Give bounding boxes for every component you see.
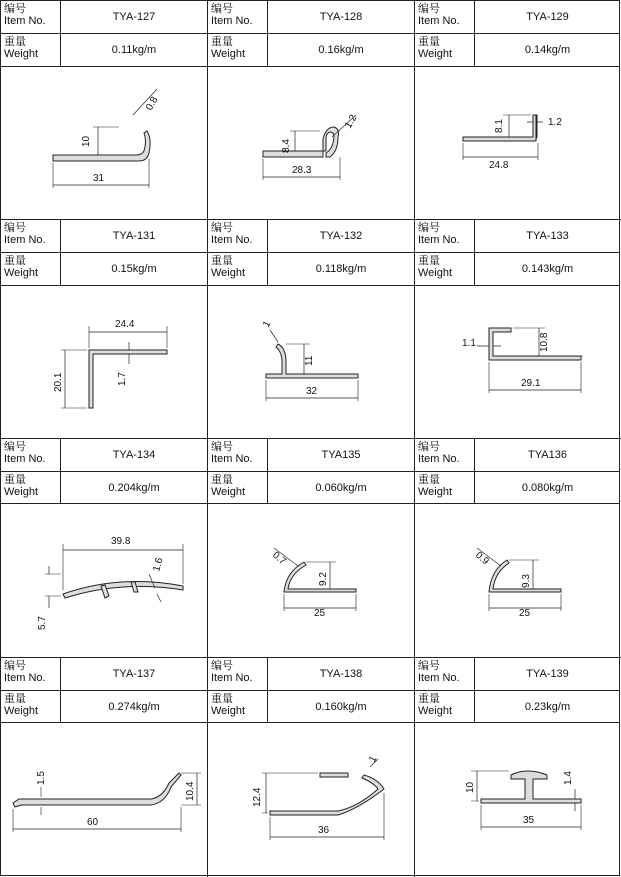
profile-drawing-tya-139 bbox=[415, 723, 621, 877]
dim-line-thickness bbox=[149, 574, 161, 602]
profile-shape bbox=[63, 582, 183, 599]
weight-label-en: Weight bbox=[418, 48, 453, 60]
item-no-label bbox=[415, 220, 475, 253]
profile-svg bbox=[415, 504, 620, 657]
weight-label-en: Weight bbox=[4, 486, 39, 498]
profile-drawing-tya-134 bbox=[1, 504, 208, 658]
item-no-label-cn: 编号 bbox=[418, 222, 440, 234]
weight-label-cn: 重量 bbox=[418, 36, 440, 48]
weight-value: 0.23kg/m bbox=[475, 691, 620, 723]
item-no-label-en: Item No. bbox=[418, 15, 460, 27]
profile-drawing-tya-128 bbox=[208, 67, 415, 220]
dim-label: 28.3 bbox=[292, 165, 312, 176]
item-no-value: TYA-128 bbox=[268, 1, 415, 34]
item-no-label-en: Item No. bbox=[211, 15, 253, 27]
item-no-label-cn: 编号 bbox=[4, 441, 26, 453]
dim-label: 8.1 bbox=[494, 119, 505, 133]
item-no-label bbox=[415, 439, 475, 472]
item-no-label bbox=[1, 658, 61, 691]
weight-label-en: Weight bbox=[4, 48, 39, 60]
profile-svg bbox=[208, 723, 414, 876]
weight-value: 0.143kg/m bbox=[475, 253, 620, 286]
profile-shape bbox=[270, 775, 384, 815]
profile-drawing-tya-137 bbox=[1, 723, 208, 877]
profile-drawing-tya-133 bbox=[415, 286, 621, 439]
profile-drawing-tya-131 bbox=[1, 286, 208, 439]
item-no-value: TYA-132 bbox=[268, 220, 415, 253]
dim-label: 1.6 bbox=[151, 556, 166, 573]
weight-label-en: Weight bbox=[418, 267, 453, 279]
profile-svg bbox=[208, 67, 414, 219]
dim-label: 11 bbox=[304, 355, 315, 366]
item-no-label-en: Item No. bbox=[211, 672, 253, 684]
profile-svg bbox=[1, 504, 207, 657]
weight-value: 0.16kg/m bbox=[268, 34, 415, 67]
weight-label-cn: 重量 bbox=[4, 36, 26, 48]
profile-drawing-tya-129 bbox=[415, 67, 621, 220]
item-no-value: TYA136 bbox=[475, 439, 620, 472]
weight-label bbox=[1, 691, 61, 723]
item-no-label bbox=[415, 658, 475, 691]
item-no-label-en: Item No. bbox=[4, 234, 46, 246]
weight-label bbox=[208, 472, 268, 504]
dim-label: 35 bbox=[523, 815, 535, 826]
dim-label: 10 bbox=[81, 135, 92, 147]
weight-value: 0.274kg/m bbox=[61, 691, 208, 723]
dim-label: 39.8 bbox=[111, 536, 131, 547]
item-no-label-en: Item No. bbox=[418, 234, 460, 246]
item-no-label bbox=[1, 1, 61, 34]
item-no-label-cn: 编号 bbox=[4, 660, 26, 672]
dim-label: 29.1 bbox=[521, 378, 541, 389]
profile-shape bbox=[53, 131, 150, 161]
profile-shape bbox=[489, 328, 581, 360]
extension-lines bbox=[463, 143, 538, 160]
dim-label: 1.5 bbox=[36, 771, 47, 785]
weight-value: 0.11kg/m bbox=[61, 34, 208, 67]
profile-shape bbox=[263, 127, 339, 157]
extension-lines bbox=[45, 574, 61, 596]
dim-label: 1 bbox=[261, 319, 274, 330]
item-no-label-en: Item No. bbox=[4, 15, 46, 27]
weight-label bbox=[415, 34, 475, 67]
profile-svg bbox=[415, 723, 620, 876]
weight-label-cn: 重量 bbox=[211, 255, 233, 267]
dim-label: 1.1 bbox=[462, 338, 476, 349]
dim-label: 0.9 bbox=[473, 549, 491, 568]
weight-label bbox=[1, 34, 61, 67]
dim-label: 32 bbox=[306, 386, 318, 397]
dim-label: 1.7 bbox=[117, 372, 128, 386]
weight-label-en: Weight bbox=[418, 705, 453, 717]
profile-drawing-tya-132 bbox=[208, 286, 415, 439]
profile-drawing-tya-138 bbox=[208, 723, 415, 877]
item-no-label bbox=[208, 220, 268, 253]
weight-label-en: Weight bbox=[211, 48, 246, 60]
extension-lines bbox=[93, 127, 119, 155]
profile-svg bbox=[415, 286, 620, 438]
item-no-label-cn: 编号 bbox=[4, 3, 26, 15]
dim-label: 5.7 bbox=[37, 616, 48, 630]
dim-label: 25 bbox=[519, 608, 531, 619]
item-no-value: TYA-133 bbox=[475, 220, 620, 253]
profile-svg bbox=[415, 67, 620, 219]
dim-label: 36 bbox=[318, 825, 330, 836]
profile-svg bbox=[208, 286, 414, 438]
weight-label-cn: 重量 bbox=[211, 474, 233, 486]
dim-label: 1.2 bbox=[343, 112, 360, 131]
weight-label bbox=[208, 34, 268, 67]
item-no-label-cn: 编号 bbox=[211, 222, 233, 234]
item-no-label bbox=[1, 220, 61, 253]
weight-label-en: Weight bbox=[211, 486, 246, 498]
profile-drawing-tya136 bbox=[415, 504, 621, 658]
weight-value: 0.14kg/m bbox=[475, 34, 620, 67]
profile-drawing-tya135 bbox=[208, 504, 415, 658]
dim-label: 1 bbox=[367, 754, 380, 765]
dim-label: 10.4 bbox=[185, 781, 196, 801]
weight-label-cn: 重量 bbox=[4, 474, 26, 486]
dim-label: 10.8 bbox=[539, 332, 550, 352]
item-no-label bbox=[208, 658, 268, 691]
weight-label-en: Weight bbox=[4, 267, 39, 279]
weight-label-cn: 重量 bbox=[211, 693, 233, 705]
item-no-value: TYA-129 bbox=[475, 1, 620, 34]
item-no-label-cn: 编号 bbox=[211, 660, 233, 672]
dim-label: 8.4 bbox=[281, 139, 292, 153]
dim-label: 1.4 bbox=[563, 771, 574, 785]
item-no-value: TYA-139 bbox=[475, 658, 620, 691]
dim-label: 9.2 bbox=[318, 572, 329, 586]
weight-label-cn: 重量 bbox=[4, 255, 26, 267]
item-no-label-cn: 编号 bbox=[418, 441, 440, 453]
dim-label: 10 bbox=[465, 781, 476, 793]
item-no-label bbox=[208, 1, 268, 34]
extension-lines bbox=[290, 131, 320, 151]
profile-svg bbox=[1, 67, 207, 219]
weight-label-cn: 重量 bbox=[418, 693, 440, 705]
item-no-label-cn: 编号 bbox=[4, 222, 26, 234]
weight-label bbox=[415, 691, 475, 723]
weight-label-en: Weight bbox=[211, 267, 246, 279]
weight-label bbox=[208, 253, 268, 286]
item-no-label bbox=[415, 1, 475, 34]
weight-label-cn: 重量 bbox=[211, 36, 233, 48]
profile-drawing-tya-127 bbox=[1, 67, 208, 220]
profile-shape bbox=[89, 350, 167, 408]
weight-label-cn: 重量 bbox=[418, 255, 440, 267]
profile-svg bbox=[208, 504, 414, 657]
weight-label bbox=[1, 472, 61, 504]
profile-top-flange bbox=[320, 773, 348, 777]
item-no-label-cn: 编号 bbox=[418, 660, 440, 672]
item-no-label-cn: 编号 bbox=[211, 3, 233, 15]
item-no-label bbox=[208, 439, 268, 472]
item-no-label bbox=[1, 439, 61, 472]
weight-label bbox=[415, 472, 475, 504]
item-no-label-en: Item No. bbox=[211, 453, 253, 465]
item-no-value: TYA135 bbox=[268, 439, 415, 472]
profile-svg bbox=[1, 723, 207, 876]
item-no-label-en: Item No. bbox=[418, 453, 460, 465]
item-no-value: TYA-131 bbox=[61, 220, 208, 253]
item-no-label-cn: 编号 bbox=[418, 3, 440, 15]
extension-lines bbox=[503, 115, 531, 137]
dim-label: 1.2 bbox=[548, 117, 562, 128]
weight-label-cn: 重量 bbox=[4, 693, 26, 705]
weight-label-en: Weight bbox=[211, 705, 246, 717]
dim-label: 24.8 bbox=[489, 160, 509, 171]
weight-value: 0.204kg/m bbox=[61, 472, 208, 504]
dim-label: 60 bbox=[87, 817, 99, 828]
item-no-label-en: Item No. bbox=[211, 234, 253, 246]
extension-lines bbox=[262, 773, 318, 813]
item-no-value: TYA-138 bbox=[268, 658, 415, 691]
item-no-label-en: Item No. bbox=[418, 672, 460, 684]
weight-value: 0.15kg/m bbox=[61, 253, 208, 286]
weight-label bbox=[208, 691, 268, 723]
weight-label-en: Weight bbox=[4, 705, 39, 717]
dim-label: 24.4 bbox=[115, 319, 135, 330]
item-no-value: TYA-137 bbox=[61, 658, 208, 691]
dim-label: 9.3 bbox=[521, 574, 532, 588]
weight-label bbox=[1, 253, 61, 286]
weight-value: 0.080kg/m bbox=[475, 472, 620, 504]
weight-value: 0.060kg/m bbox=[268, 472, 415, 504]
weight-label-cn: 重量 bbox=[418, 474, 440, 486]
weight-label-en: Weight bbox=[418, 486, 453, 498]
item-no-label-en: Item No. bbox=[4, 453, 46, 465]
item-no-value: TYA-127 bbox=[61, 1, 208, 34]
dim-label: 12.4 bbox=[252, 787, 263, 807]
weight-value: 0.160kg/m bbox=[268, 691, 415, 723]
weight-value: 0.118kg/m bbox=[268, 253, 415, 286]
weight-label bbox=[415, 253, 475, 286]
item-no-label-en: Item No. bbox=[4, 672, 46, 684]
item-no-label-cn: 编号 bbox=[211, 441, 233, 453]
dim-label: 25 bbox=[314, 608, 326, 619]
item-no-value: TYA-134 bbox=[61, 439, 208, 472]
dim-line-thickness bbox=[270, 330, 278, 342]
dim-label: 31 bbox=[93, 173, 105, 184]
profile-svg bbox=[1, 286, 207, 438]
dim-label: 0.8 bbox=[144, 94, 161, 113]
dim-label: 20.1 bbox=[53, 372, 64, 392]
dim-label: 0.7 bbox=[270, 549, 288, 568]
